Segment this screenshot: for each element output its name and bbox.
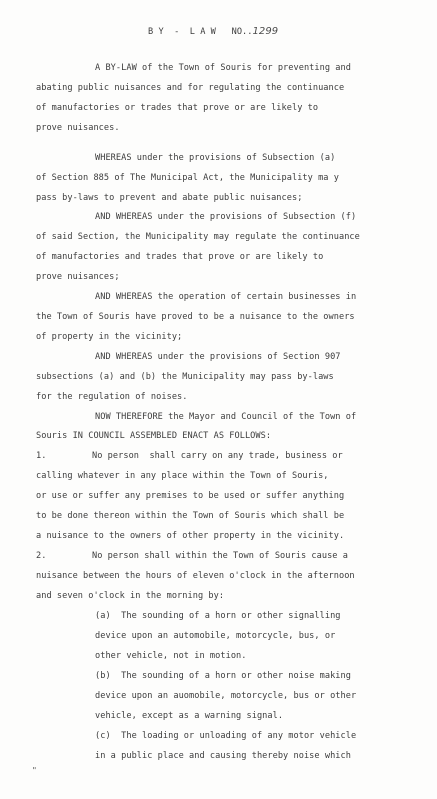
text-line: AND WHEREAS under the provisions of Subsection (f) <box>95 212 357 222</box>
text-line: prove nuisances; <box>36 272 120 282</box>
text-line: the Town of Souris have proved to be a nuisance to the owners <box>36 312 355 322</box>
section-2-line <box>36 551 348 561</box>
text-line: NOW THEREFORE the Mayor and Council of the Town of <box>95 412 357 422</box>
text-line: of manufactories or trades that prove or are likely to <box>36 103 319 113</box>
bylaw-title: B Y - L A W <box>148 27 216 37</box>
text-line: pass by-laws to prevent and abate public nuisances; <box>36 193 303 203</box>
text-line: (a) The sounding of a horn or other signalling <box>95 611 341 621</box>
text-line: WHEREAS under the provisions of Subsection (a) <box>95 153 336 163</box>
text-line: other vehicle, not in motion. <box>95 651 247 661</box>
text-line: and seven o'clock in the morning by: <box>36 591 225 601</box>
text-line: No person shall carry on any trade, business or <box>92 451 343 461</box>
text-line: (c) The loading or unloading of any motor vehicle <box>95 731 357 741</box>
text-line: calling whatever in any place within the Town of Souris, <box>36 471 329 481</box>
section-number: 2. <box>36 551 47 561</box>
text-line: of said Section, the Municipality may regulate the continuance <box>36 232 360 242</box>
text-line: device upon an auomobile, motorcycle, bus or other <box>95 691 357 701</box>
text-line: subsections (a) and (b) the Municipality may pass by-laws <box>36 372 334 382</box>
text-line: of manufactories and trades that prove or are likely to <box>36 252 324 262</box>
text-line: or use or suffer any premises to be used or suffer anything <box>36 491 345 501</box>
text-line: for the regulation of noises. <box>36 392 188 402</box>
bylaw-number-label: NO.. <box>231 27 253 37</box>
bylaw-number-handwritten: 1299 <box>252 26 279 37</box>
margin-mark: " <box>32 766 37 775</box>
text-line: Souris IN COUNCIL ASSEMBLED ENACT AS FOLLOWS: <box>36 431 272 441</box>
text-line: (b) The sounding of a horn or other noise making <box>95 671 351 681</box>
text-line: a nuisance to the owners of other property in the vicinity. <box>36 531 345 541</box>
text-line: of Section 885 of The Municipal Act, the Municipality ma y <box>36 173 339 183</box>
text-line: abating public nuisances and for regulating the continuance <box>36 83 345 93</box>
section-1-line <box>36 451 343 461</box>
bylaw-title-line <box>148 27 278 37</box>
text-line: AND WHEREAS under the provisions of Section 907 <box>95 352 341 362</box>
text-line: vehicle, except as a warning signal. <box>95 711 284 721</box>
text-line: No person shall within the Town of Souris cause a <box>92 551 348 561</box>
text-line: A BY-LAW of the Town of Souris for preventing and <box>95 63 351 73</box>
text-line: of property in the vicinity; <box>36 332 183 342</box>
section-number: 1. <box>36 451 47 461</box>
text-line: to be done thereon within the Town of Souris which shall be <box>36 511 345 521</box>
text-line: prove nuisances. <box>36 123 120 133</box>
text-line: device upon an automobile, motorcycle, bus, or <box>95 631 336 641</box>
text-line: nuisance between the hours of eleven o'clock in the afternoon <box>36 571 355 581</box>
text-line: AND WHEREAS the operation of certain businesses in <box>95 292 357 302</box>
text-line: in a public place and causing thereby noise which <box>95 751 351 761</box>
